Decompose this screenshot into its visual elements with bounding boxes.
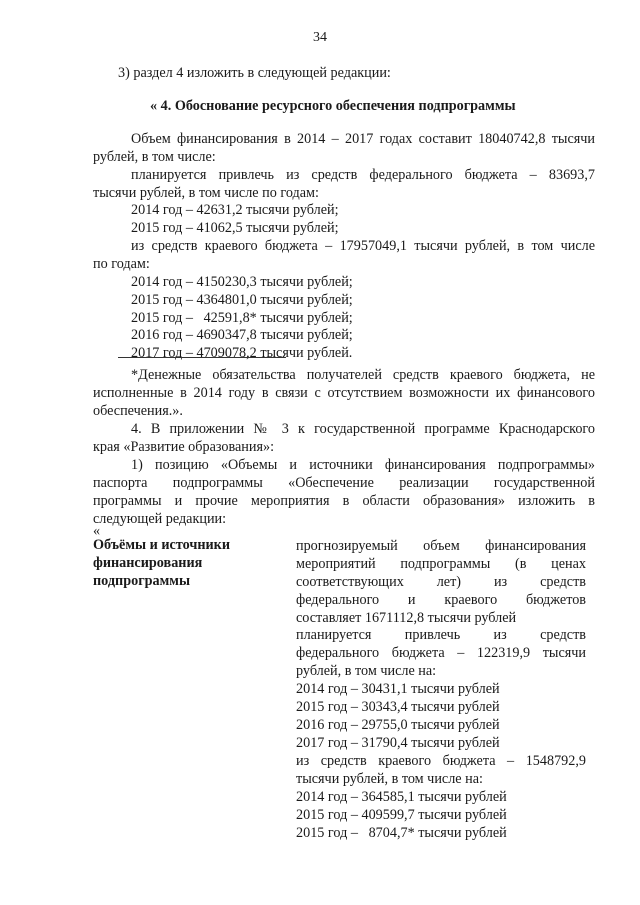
body-line: 2017 год – 4709078,2 тысячи рублей. — [131, 345, 353, 361]
body-line: рублей, в том числе: — [93, 149, 216, 165]
body-line: 2014 год – 4150230,3 тысячи рублей; — [131, 274, 353, 290]
table-left-cell — [93, 536, 283, 590]
table-right-line: тысячи рублей, в том числе на: — [296, 771, 483, 787]
table-left-line: Объёмы и источники — [93, 537, 231, 553]
table-right-line: 2015 год – 8704,7* тысячи рублей — [296, 825, 507, 841]
paragraph-line: 1) позицию «Объемы и источники финансирования подпрограммы» — [131, 457, 595, 473]
body-line: 2015 год – 41062,5 тысячи рублей; — [131, 220, 339, 236]
table-right-line: 2015 год – 30343,4 тысячи рублей — [296, 699, 500, 715]
footnote-line: *Денежные обязательства получателей средств краевого бюджета, не — [131, 367, 595, 383]
table-right-line: 2015 год – 409599,7 тысячи рублей — [296, 807, 507, 823]
body-line: по годам: — [93, 256, 150, 272]
paragraph-line: 4. В приложении № 3 к государственной программе Краснодарского — [131, 421, 595, 437]
footnote-line: обеспечения.». — [93, 403, 183, 419]
table-right-line: 2014 год – 364585,1 тысячи рублей — [296, 789, 507, 805]
intro-line: 3) раздел 4 изложить в следующей редакции: — [118, 65, 391, 81]
table-right-line: прогнозируемый объем финансирования — [296, 538, 586, 554]
body-line: 2015 год – 4364801,0 тысячи рублей; — [131, 292, 353, 308]
table-left-line: подпрограммы — [93, 573, 191, 589]
body-line: 2016 год – 4690347,8 тысячи рублей; — [131, 327, 353, 343]
table-left-line: финансирования — [93, 555, 203, 571]
footnote-line: исполненные в 2014 году в связи с отсутствием возможности их финансового — [93, 385, 595, 401]
table-right-line: мероприятий подпрограммы (в ценах — [296, 556, 586, 572]
table-right-line: рублей, в том числе на: — [296, 663, 437, 679]
footnote-divider — [118, 357, 286, 358]
body-line: Объем финансирования в 2014 – 2017 годах составит 18040742,8 тысячи — [131, 131, 595, 147]
table-right-line: планируется привлечь из средств — [296, 627, 586, 643]
table-right-line: составляет 1671112,8 тысячи рублей — [296, 610, 517, 626]
table-right-line: из средств краевого бюджета – 1548792,9 — [296, 753, 586, 769]
body-line: 2014 год – 42631,2 тысячи рублей; — [131, 202, 339, 218]
table-right-line: соответствующих лет) из средств — [296, 574, 586, 590]
body-line: из средств краевого бюджета – 17957049,1 тысячи рублей, в том числе — [131, 238, 595, 254]
paragraph-line: края «Развитие образования»: — [93, 439, 275, 455]
paragraph-line: паспорта подпрограммы «Обеспечение реализации государственной — [93, 475, 595, 491]
section-title: « 4. Обоснование ресурсного обеспечения подпрограммы — [150, 98, 516, 114]
body-line: тысячи рублей, в том числе по годам: — [93, 185, 319, 201]
paragraph-line: программы и прочие мероприятия в области образования» изложить в — [93, 493, 595, 509]
body-line: 2015 год – 42591,8* тысячи рублей; — [131, 310, 353, 326]
body-line: планируется привлечь из средств федерального бюджета – 83693,7 — [131, 167, 595, 183]
table-right-line: федерального бюджета – 122319,9 тысячи — [296, 645, 586, 661]
table-right-line: 2014 год – 30431,1 тысячи рублей — [296, 681, 500, 697]
table-right-line: 2017 год – 31790,4 тысячи рублей — [296, 735, 500, 751]
table-right-line: 2016 год – 29755,0 тысячи рублей — [296, 717, 500, 733]
table-right-line: федерального и краевого бюджетов — [296, 592, 586, 608]
paragraph-line: следующей редакции: — [93, 511, 227, 527]
quote-mark: « — [93, 523, 101, 539]
page-number: 34 — [313, 30, 327, 45]
